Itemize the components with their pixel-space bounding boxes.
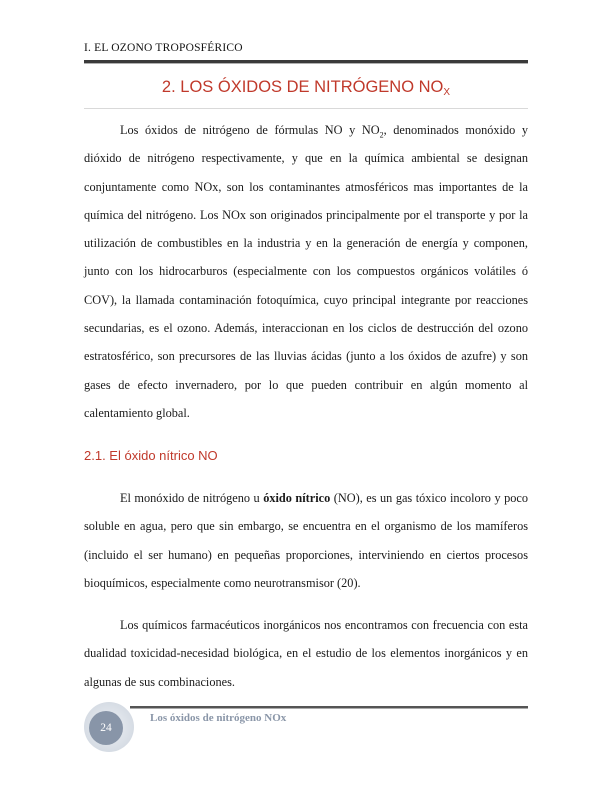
chapter-title-subscript: X bbox=[443, 87, 451, 98]
paragraph-intro-part1: Los óxidos de nitrógeno de fórmulas NO y NO bbox=[120, 123, 380, 137]
paragraph-nitric-oxide bbox=[84, 484, 528, 597]
running-header: I. EL OZONO TROPOSFÉRICO bbox=[84, 42, 243, 54]
paragraph-pharmaceutical: Los químicos farmacéuticos inorgánicos nos encontramos con frecuencia con esta dualidad toxicidad-necesidad biológica, en el estudio de los elementos inorgánicos y en algunas de sus combinaciones. bbox=[84, 618, 528, 689]
paragraph-nitric-oxide-part2: (NO), es un gas tóxico incoloro y poco soluble en agua, pero que sin embargo, se encuentra en el organismo de los mamíferos (incluido el ser humano) en pequeñas proporciones, interviniendo en ciertos procesos bioquímicos, especialmente como neurotransmisor (20). bbox=[84, 491, 528, 590]
paragraph-nitric-oxide-part1: El monóxido de nitrógeno u bbox=[120, 491, 264, 505]
chapter-title bbox=[84, 78, 528, 98]
running-footer: Los óxidos de nitrógeno NOx bbox=[150, 712, 287, 724]
footer-rule bbox=[130, 706, 528, 709]
header-rule bbox=[84, 60, 528, 64]
title-rule bbox=[84, 108, 528, 109]
page-number: 24 bbox=[89, 711, 123, 745]
paragraph-intro-part2: , denominados monóxido y dióxido de nitrógeno respectivamente, y que en la química ambiental se designan conjuntamente como NOx, son los contaminantes atmosféricos mas importantes de la química del nitrógeno. Los NOx son originados principalmente por el transporte y por la utilización de combustibles en la industria y en la generación de energía y componen, junto con los hidrocarburos (especialmente con los compuestos orgánicos volátiles ó COV), la llamada contaminación fotoquímica, cuyo principal integrante por reacciones secundarias, es el ozono. Además, interaccionan en los ciclos de destrucción del ozono estratosférico, son precursores de las lluvias ácidas (junto a los óxidos de azufre) y son gases de efecto invernadero, por lo que pueden contribuir en algún momento al calentamiento global. bbox=[84, 123, 528, 420]
no2-subscript: 2 bbox=[379, 130, 384, 140]
paragraph-intro bbox=[84, 116, 528, 427]
bold-term: óxido nítrico bbox=[263, 491, 331, 505]
chapter-title-text: 2. LOS ÓXIDOS DE NITRÓGENO NO bbox=[161, 78, 444, 96]
section-title: 2.1. El óxido nítrico NO bbox=[84, 448, 218, 463]
